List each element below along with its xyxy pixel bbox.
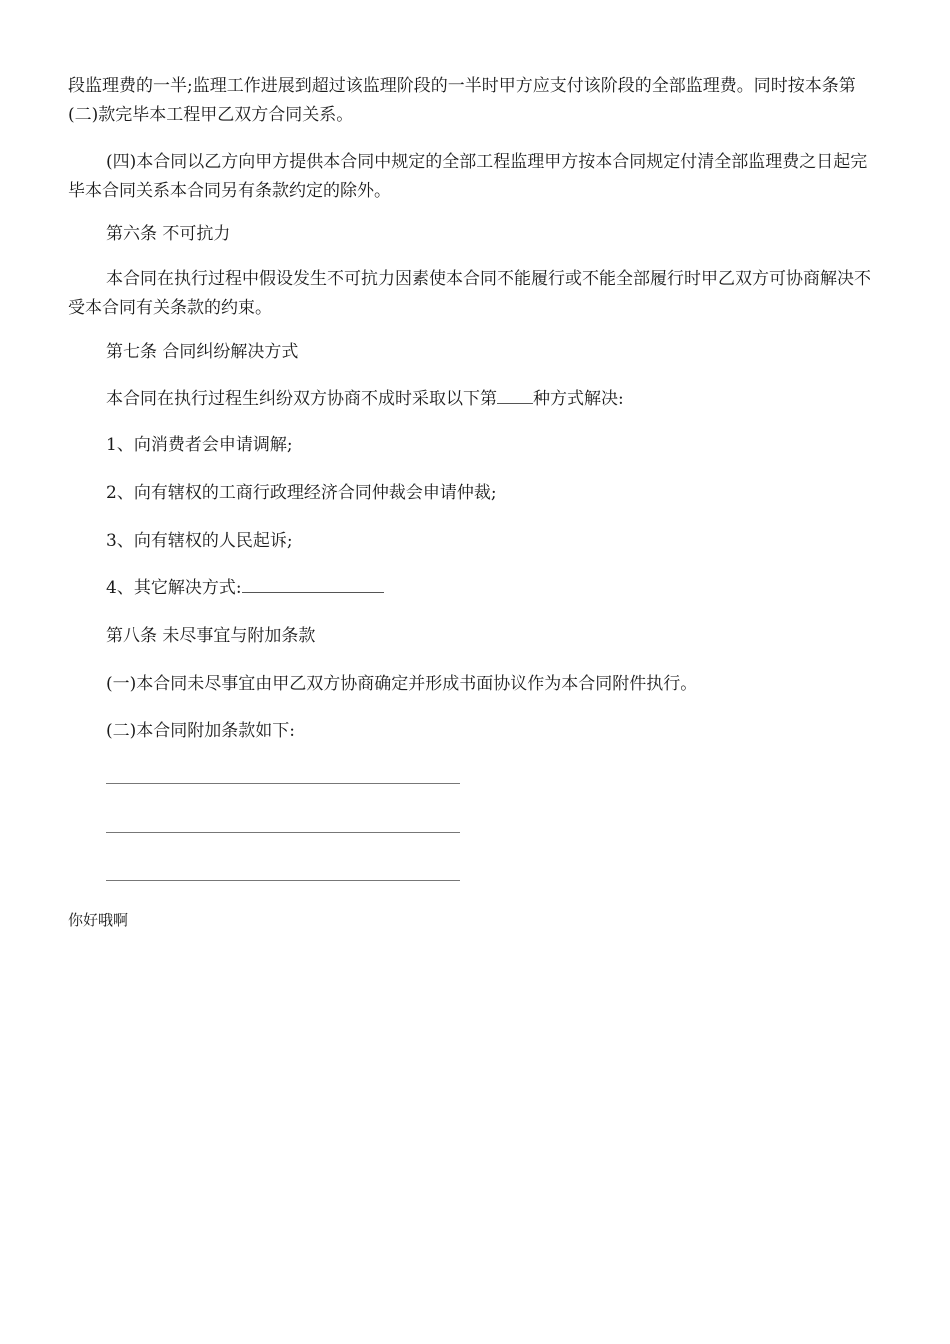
article-seven-heading: 第七条 合同纠纷解决方式 (106, 342, 299, 362)
additional-clause-line-1[interactable] (106, 783, 460, 784)
dispute-option-2: 2、向有辖权的工商行政理经济合同仲裁会申请仲裁; (106, 483, 497, 503)
footer-note: 你好哦啊 (68, 911, 129, 929)
paragraph-clause-four: (四)本合同以乙方向甲方提供本合同中规定的全部工程监理甲方按本合同规定付清全部监理费之日起完毕本合同关系本合同另有条款约定的除外。 (68, 152, 868, 201)
additional-clause-line-3[interactable] (106, 880, 460, 881)
article-seven-intro (106, 388, 624, 410)
method-number-blank[interactable] (497, 389, 533, 404)
paragraph-fee-continuation: 段监理费的一半;监理工作进展到超过该监理阶段的一半时甲方应支付该阶段的全部监理费。同时按本条第(二)款完毕本工程甲乙双方合同关系。 (68, 76, 856, 125)
other-method-blank[interactable] (242, 578, 384, 593)
article-eight-item-2: (二)本合同附加条款如下: (106, 721, 295, 741)
article-seven-intro-after: 种方式解决: (533, 389, 624, 409)
article-eight-heading: 第八条 未尽事宜与附加条款 (106, 626, 316, 646)
dispute-option-1: 1、向消费者会申请调解; (106, 435, 293, 455)
article-six-heading: 第六条 不可抗力 (106, 224, 231, 244)
article-six-body: 本合同在执行过程中假设发生不可抗力因素使本合同不能履行或不能全部履行时甲乙双方可协商解决不受本合同有关条款的约束。 (68, 269, 871, 318)
dispute-option-4-label: 4、其它解决方式: (106, 578, 242, 598)
additional-clause-line-2[interactable] (106, 832, 460, 833)
dispute-option-3: 3、向有辖权的人民起诉; (106, 531, 293, 551)
article-eight-item-1: (一)本合同未尽事宜由甲乙双方协商确定并形成书面协议作为本合同附件执行。 (106, 674, 698, 694)
article-seven-intro-before: 本合同在执行过程生纠纷双方协商不成时采取以下第 (106, 389, 497, 409)
dispute-option-4 (106, 577, 384, 599)
